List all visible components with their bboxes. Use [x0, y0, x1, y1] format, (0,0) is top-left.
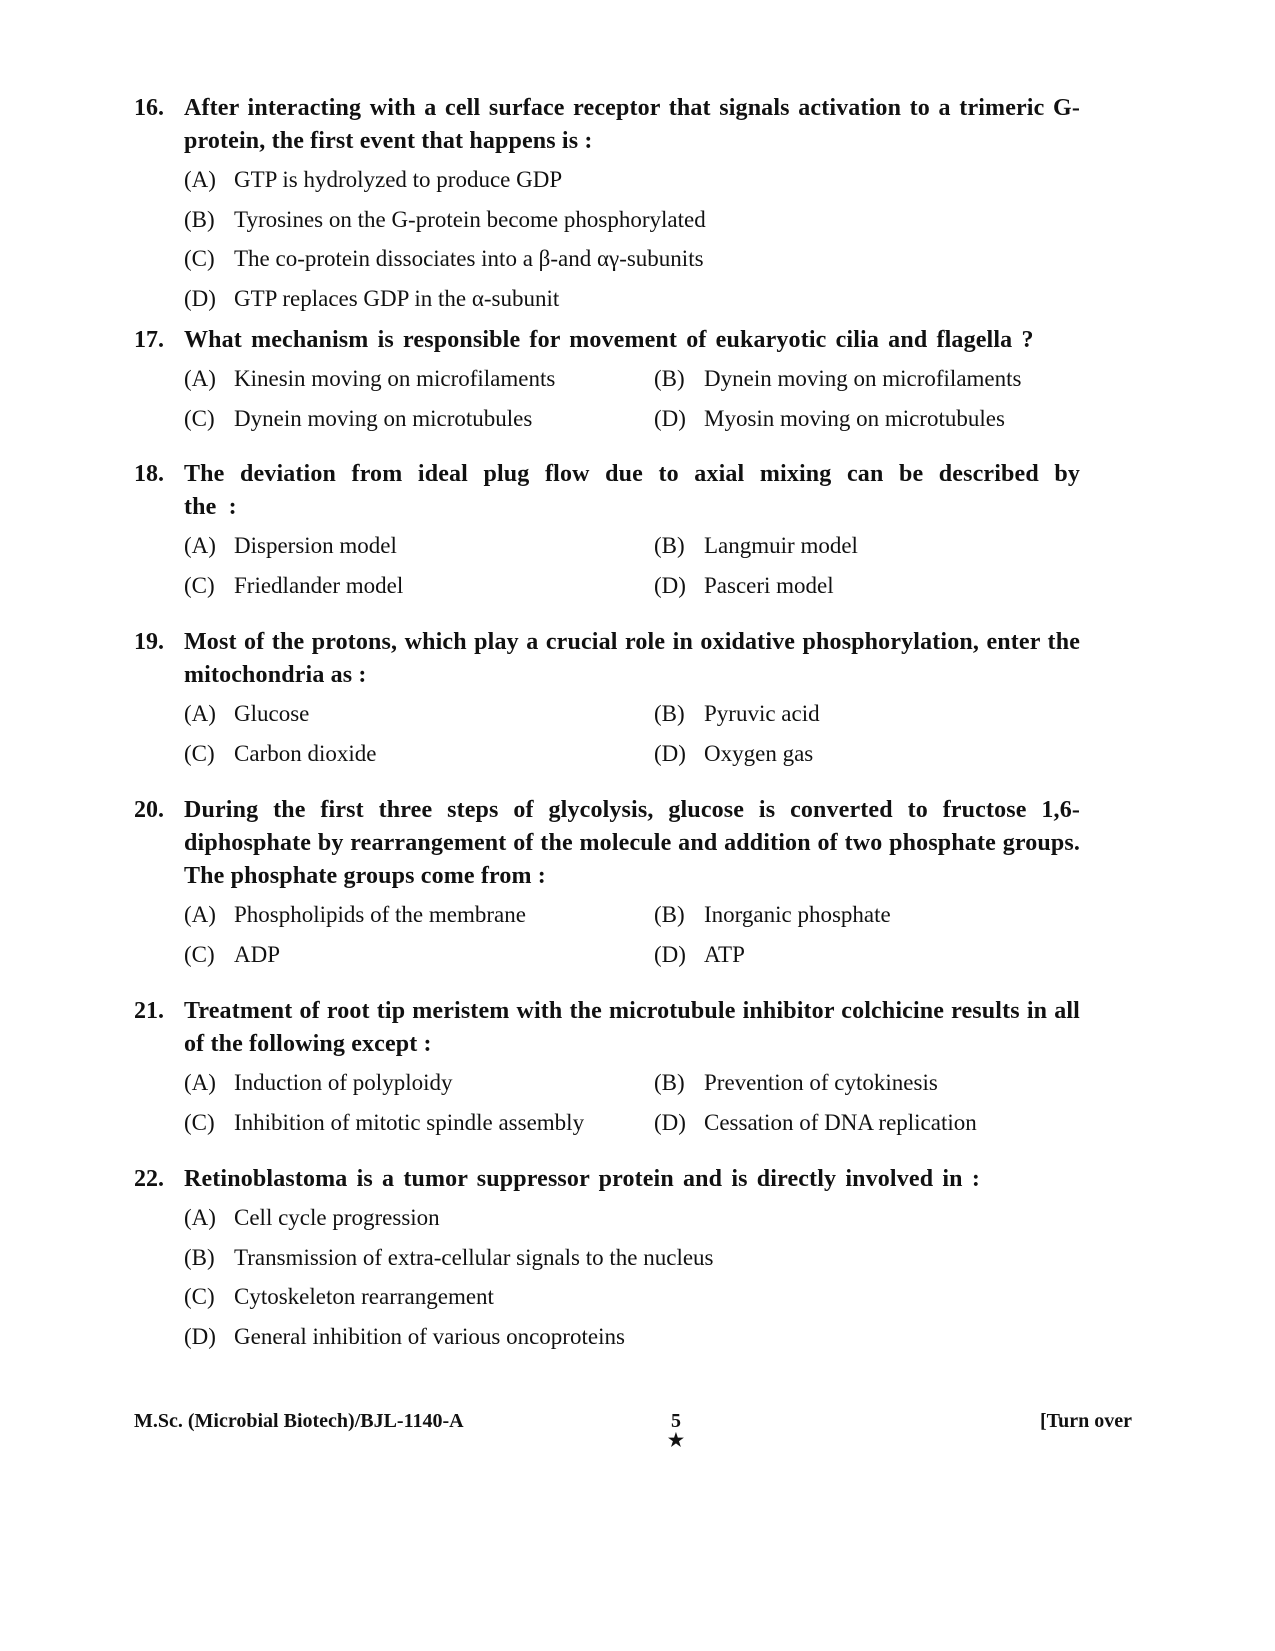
option-d	[654, 566, 1080, 606]
option-key: (B)	[654, 533, 685, 558]
option-key: (B)	[654, 701, 685, 726]
option-key: (B)	[184, 206, 215, 232]
option-text: Carbon dioxide	[234, 740, 377, 766]
option-c	[184, 566, 654, 606]
options-list	[184, 359, 1080, 438]
option-c	[184, 734, 654, 774]
option-a	[184, 359, 654, 399]
option-text: Myosin moving on microtubules	[704, 405, 1005, 431]
option-b	[184, 1238, 1080, 1278]
option-text: Friedlander model	[234, 572, 404, 598]
option-d	[654, 734, 1080, 774]
option-text: Dynein moving on microfilaments	[704, 366, 1022, 391]
option-key: (D)	[654, 740, 686, 766]
option-key: (B)	[654, 902, 685, 927]
option-key: (C)	[184, 740, 215, 766]
option-text: Transmission of extra-cellular signals to the nucleus	[234, 1244, 714, 1270]
option-key: (C)	[184, 572, 215, 598]
option-b	[654, 895, 1080, 935]
question-text: During the first three steps of glycolysis, glucose is converted to fructose 1,6-diphosphate by rearrangement of the molecule and addition of two phosphate groups. The phosphate groups come from :	[184, 797, 1080, 889]
question-text: What mechanism is responsible for movement of eukaryotic cilia and flagella ?	[184, 327, 1034, 353]
option-text: Pyruvic acid	[704, 701, 820, 726]
course-code: M.Sc. (Microbial Biotech)/BJL-1140-A	[134, 1410, 464, 1432]
option-text: Dynein moving on microtubules	[234, 405, 533, 431]
option-key: (D)	[184, 1323, 216, 1349]
option-key: (B)	[654, 366, 685, 391]
star-icon: ★	[667, 1430, 685, 1450]
page-number: 5	[671, 1410, 681, 1432]
question-text: Most of the protons, which play a crucial role in oxidative phosphorylation, enter the mitochondria as :	[184, 629, 1080, 688]
option-text: Langmuir model	[704, 533, 858, 558]
option-key: (D)	[654, 941, 686, 967]
option-text: Dispersion model	[234, 533, 397, 558]
option-key: (C)	[184, 1284, 215, 1309]
option-key: (D)	[654, 1109, 686, 1135]
option-a	[184, 1063, 654, 1103]
option-key: (A)	[184, 1070, 216, 1095]
question-18	[134, 458, 1080, 605]
turn-over-note: [Turn over	[1039, 1410, 1132, 1432]
option-text: The co-protein dissociates into a β-and αγ-subunits	[234, 246, 704, 271]
option-a	[184, 160, 1080, 200]
option-text: Cell cycle progression	[234, 1205, 440, 1230]
option-c	[184, 935, 654, 975]
option-c	[184, 399, 654, 439]
option-a	[184, 694, 654, 734]
option-key: (D)	[654, 405, 686, 431]
option-text: Prevention of cytokinesis	[704, 1070, 938, 1095]
option-text: General inhibition of various oncoproteins	[234, 1323, 625, 1349]
option-key: (C)	[184, 405, 215, 431]
option-key: (B)	[184, 1244, 215, 1270]
question-22	[134, 1163, 1080, 1356]
option-text: Inorganic phosphate	[704, 902, 891, 927]
option-text: Cytoskeleton rearrangement	[234, 1284, 494, 1309]
option-b	[654, 1063, 1080, 1103]
question-text: Treatment of root tip meristem with the microtubule inhibitor colchicine results in all of the following except :	[184, 998, 1080, 1057]
question-number: 18.	[134, 461, 164, 487]
option-c	[184, 1103, 654, 1143]
option-key: (A)	[184, 1205, 216, 1230]
option-text: Pasceri model	[704, 572, 834, 598]
option-c	[184, 239, 1080, 279]
option-key: (A)	[184, 701, 216, 726]
option-text: GTP replaces GDP in the α-subunit	[234, 285, 560, 311]
question-21	[134, 995, 1080, 1142]
question-20	[134, 794, 1080, 974]
question-number: 17.	[134, 327, 164, 353]
option-text: Cessation of DNA replication	[704, 1109, 977, 1135]
question-number: 21.	[134, 998, 164, 1024]
option-key: (A)	[184, 167, 216, 192]
option-b	[184, 200, 1080, 240]
option-key: (C)	[184, 1109, 215, 1135]
options-list	[184, 895, 1080, 974]
option-d	[654, 1103, 1080, 1143]
option-text: ATP	[704, 941, 745, 967]
question-number: 19.	[134, 629, 164, 655]
option-d	[184, 1317, 1080, 1357]
question-19	[134, 626, 1080, 773]
question-number: 20.	[134, 797, 164, 823]
option-text: Inhibition of mitotic spindle assembly	[234, 1109, 585, 1135]
option-text: Oxygen gas	[704, 740, 814, 766]
option-c	[184, 1277, 1080, 1317]
option-key: (A)	[184, 533, 216, 558]
options-list	[184, 526, 1080, 605]
page-number-block	[666, 1410, 686, 1450]
options-list	[184, 694, 1080, 773]
options-list	[184, 160, 1080, 318]
question-text: After interacting with a cell surface receptor that signals activation to a trimeric G-protein, the first event that happens is :	[184, 95, 1080, 154]
option-key: (A)	[184, 366, 216, 391]
option-text: ADP	[234, 941, 281, 967]
question-number: 16.	[134, 95, 164, 121]
question-number: 22.	[134, 1166, 164, 1192]
question-17	[134, 324, 1080, 438]
option-text: Induction of polyploidy	[234, 1070, 453, 1095]
options-list	[184, 1063, 1080, 1142]
option-d	[654, 399, 1080, 439]
option-text: Glucose	[234, 701, 310, 726]
option-key: (D)	[184, 285, 216, 311]
option-key: (B)	[654, 1070, 685, 1095]
question-16	[134, 92, 1080, 318]
question-text: The deviation from ideal plug flow due to axial mixing can be described by the :	[184, 461, 1080, 520]
option-a	[184, 526, 654, 566]
option-key: (A)	[184, 902, 216, 927]
option-key: (C)	[184, 941, 215, 967]
option-b	[654, 359, 1080, 399]
option-text: Kinesin moving on microfilaments	[234, 366, 556, 391]
option-text: GTP is hydrolyzed to produce GDP	[234, 167, 563, 192]
option-a	[184, 895, 654, 935]
option-b	[654, 526, 1080, 566]
option-d	[184, 279, 1080, 319]
question-text: Retinoblastoma is a tumor suppressor protein and is directly involved in :	[184, 1166, 980, 1192]
option-a	[184, 1198, 1080, 1238]
option-b	[654, 694, 1080, 734]
option-text: Phospholipids of the membrane	[234, 902, 526, 927]
option-d	[654, 935, 1080, 975]
option-key: (D)	[654, 572, 686, 598]
option-key: (C)	[184, 246, 215, 271]
options-list	[184, 1198, 1080, 1356]
option-text: Tyrosines on the G-protein become phosphorylated	[234, 206, 706, 232]
